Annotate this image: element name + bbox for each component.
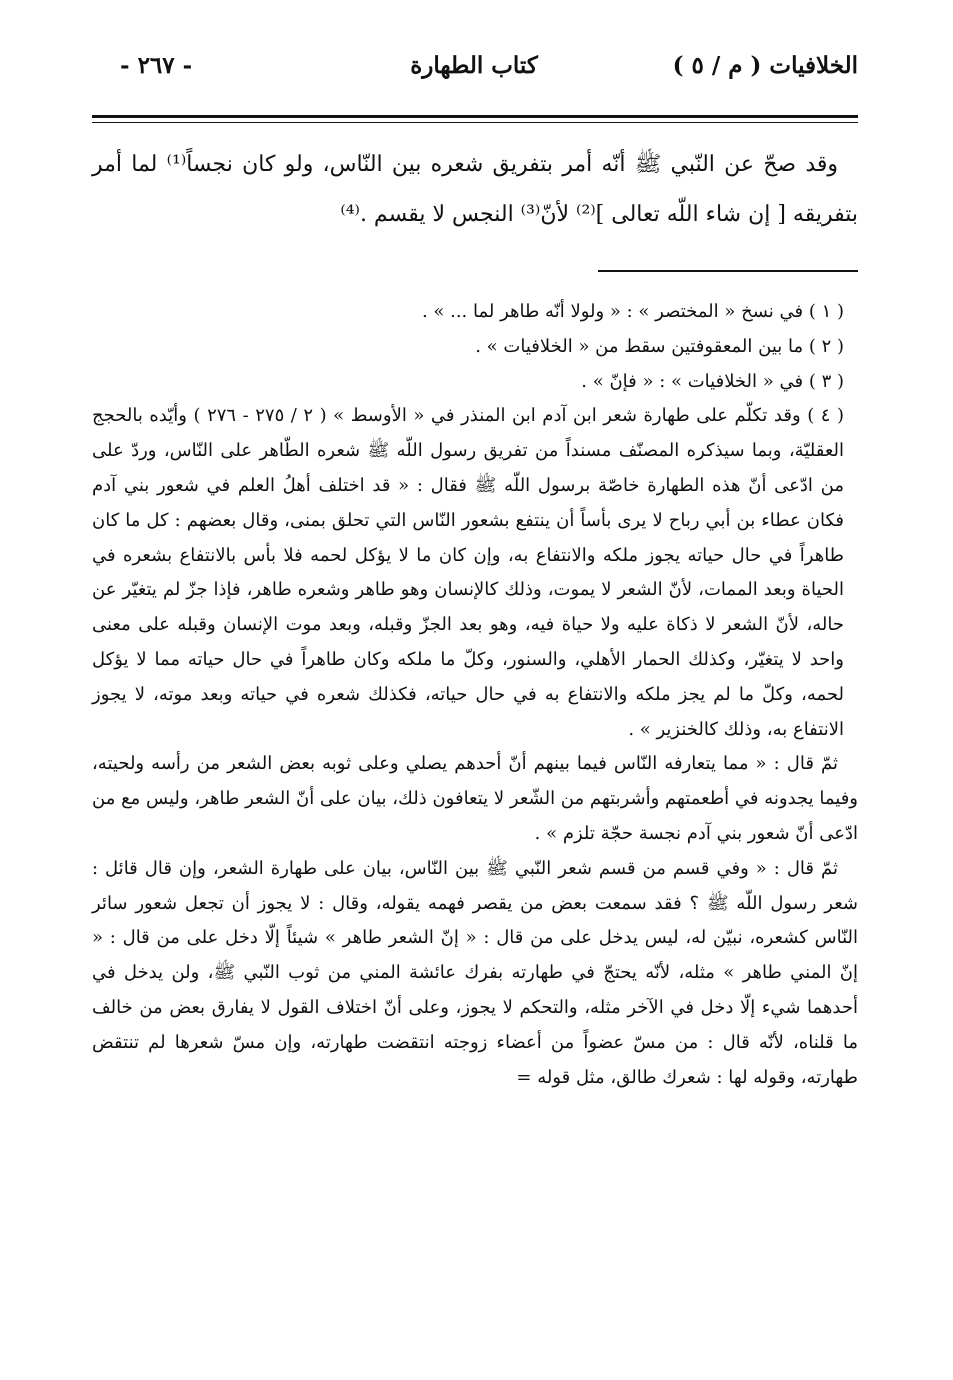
header-rule-thin [92,122,858,123]
footnote-1: ( ١ ) في نسخ « المختصر » : « ولولا أنّه طاهر لما ... » . [421,301,844,322]
footnotes [92,295,858,1095]
footnote-separator [598,270,858,272]
footnote-4-continuation-1: ثمّ قال : « مما يتعارفه النّاس فيما بينهم أنّ أحدهم يصلي وعلى ثوبه بعض الشعر من رأسه ولحيته، وفيما يجدونه في أطعمتهم وأشربتهم من الشّعر لا يتعافون ذلك، بيان على أنّ الشعر طاهر، وليس مع من ادّعى أنّ شعور بني آدم نجسة حجّة تلزم » . [92,753,858,844]
main-text [92,140,858,240]
footnote-4-continuation-2: ثمّ قال : « وفي قسم من قسم شعر النّبي ﷺ بين النّاس، بيان على طهارة الشعر، وإن قال قائل : شعر رسول اللّه ﷺ ؟ فقد سمعت بعض من يقصر فهمه يقوله، وقال : لا يجوز أن تجعل شعور سائر النّاس كشعره، نبيّن له، ليس يدخل على من قال : « إنّ الشعر طاهر » شيئاً إلّا دخل على من قال : « إنّ المني طاهر » مثله، لأنّه يحتجّ في طهارته بفرك عائشة المني من ثوب النّبي ﷺ، ولن يدخل في أحدهما شيء إلّا دخل في الآخر مثله، والتحكم لا يجوز، وعلى أنّ اختلاف القول لا يفارق بعض من خالف ما قلناه، لأنّه قال : من مسّ عضواً من أعضاء زوجته انتقضت طهارته، وإن مسّ شعرها لم تنتقض طهارته، وقوله لها : شعرك طالق، مثل قوله = [92,857,858,1088]
footnote-4: ( ٤ ) وقد تكلّم على طهارة شعر ابن آدم ابن المنذر في « الأوسط » ( ٢ / ٢٧٥ - ٢٧٦ ) وأيّده بالحجج العقليّة، وبما سيذكره المصنّف مسنداً من تفريق رسول اللّه ﷺ شعره الطّاهر على النّاس، وردّ على من ادّعى أنّ هذه الطهارة خاصّة برسول اللّه ﷺ فقال : « قد اختلف أهلُ العلم في شعور بني آدم فكان عطاء بن أبي رباح لا يرى بأساً أن ينتفع بشعور النّاس التي تحلق بمنى، وقال بعضهم : كل ما كان طاهراً في حال حياته يجوز ملكه والانتفاع به، وإن كان ما لا يؤكل لحمه فلا بأس بالانتفاع بشعره في الحياة وبعد الممات، لأنّ الشعر لا يموت، وذلك كالإنسان وهو طاهر وشعره طاهر، فإذا جزّ لم يتغيّر عن حاله، لأنّ الشعر لا ذكاة عليه ولا حياة فيه، وهو بعد الجزّ وقبله، وبعد موت الإنسان وقبله على معنى واحد لا يتغيّر، وكذلك الحمار الأهلي، والسنور، وكلّ ما ملكه وكان طاهراً في حال حياته مما لا يؤكل لحمه، وكلّ ما لم يجز ملكه والانتفاع به في حال حياته، فكذلك شعره في حياته وبعد موته، لا يجوز الانتفاع به، وذلك كالخنزير » . [92,405,844,740]
footnote-3: ( ٣ ) في « الخلافيات » : « فإنّ » . [581,370,844,392]
header-rule-thick [92,115,858,118]
book-title: الخلافيات ( م / ٥ ) [672,52,858,79]
page-number: - ٢٦٧ - [120,52,193,79]
main-paragraph: وقد صحّ عن النّبي ﷺ أنّه أمر بتفريق شعره بين النّاس، ولو كان نجساً⁽¹⁾ لما أمر بتفريقه [ إن شاء اللّه تعالى ]⁽²⁾ لأنّ⁽³⁾ النجس لا يقسم .⁽⁴⁾ [92,152,858,227]
footnote-2: ( ٢ ) ما بين المعقوفتين سقط من « الخلافيات » . [475,335,844,357]
running-header [90,52,858,92]
chapter-title: كتاب الطهارة [410,52,538,79]
